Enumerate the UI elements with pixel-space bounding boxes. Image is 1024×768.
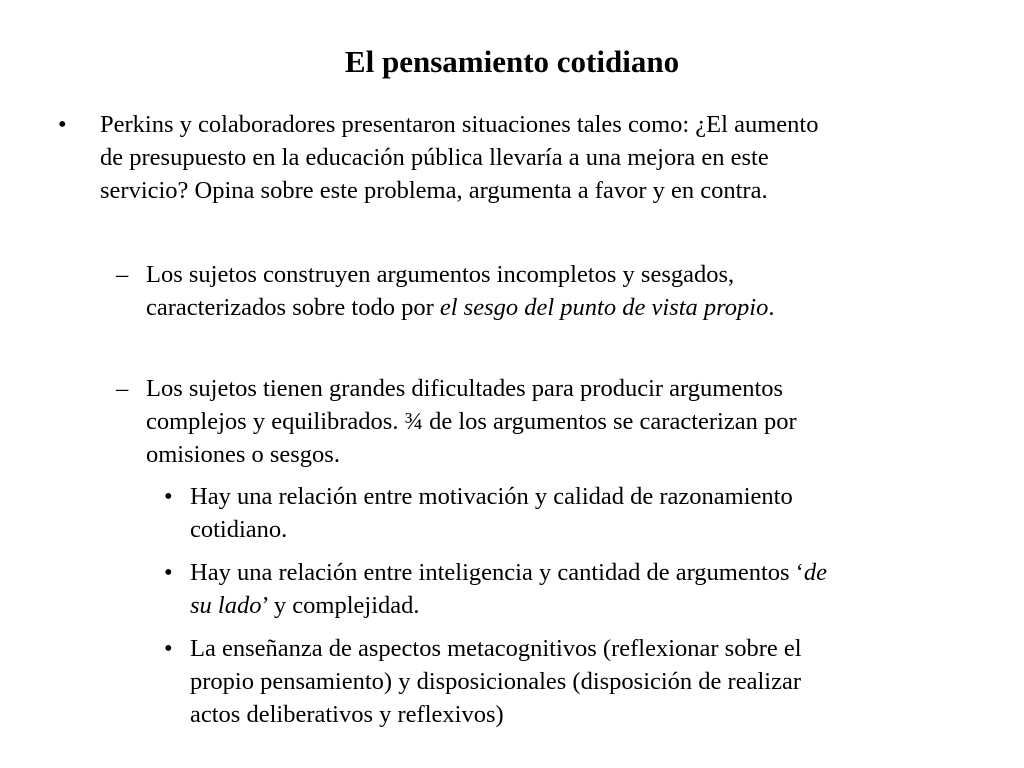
- bullet-marker: •: [58, 111, 67, 138]
- sub-point-2-line-1: Los sujetos tienen grandes dificultades para producir argumentos: [146, 375, 784, 402]
- slide-title: El pensamiento cotidiano: [344, 44, 680, 79]
- detail-3: [190, 632, 802, 731]
- detail-3-line-3: actos deliberativos y reflexivos): [190, 701, 504, 728]
- detail-3-line-1: La enseñanza de aspectos metacognitivos (reflexionar sobre el: [190, 635, 802, 662]
- detail-3-line-2: propio pensamiento) y disposicionales (disposición de realizar: [190, 668, 801, 695]
- detail-1-line-2: cotidiano.: [190, 516, 288, 543]
- sub-point-2: [146, 372, 797, 471]
- detail-2-text: Hay una relación entre inteligencia y cantidad de argumentos ‘: [190, 559, 804, 586]
- detail-1-line-1: Hay una relación entre motivación y calidad de razonamiento: [190, 483, 793, 510]
- sub-point-1-text: caracterizados sobre todo por: [146, 294, 440, 321]
- detail-2-line-2: [190, 589, 827, 622]
- detail-2-line-1: [190, 556, 827, 589]
- bullet-marker: •: [164, 483, 173, 510]
- sub-point-1-period: .: [768, 294, 775, 321]
- sub-point-1-line-2: [146, 291, 774, 324]
- main-point: [100, 108, 818, 207]
- sub-point-1-italic-phrase: el sesgo del punto de vista propio: [439, 294, 769, 321]
- detail-2-tail: ’ y complejidad.: [261, 592, 420, 619]
- bullet-marker: •: [164, 635, 173, 662]
- main-point-line-2: de presupuesto en la educación pública llevaría a una mejora en este: [100, 144, 769, 171]
- detail-1: [190, 480, 793, 546]
- dash-marker: –: [116, 261, 129, 288]
- detail-2-italic-start: de: [803, 559, 827, 586]
- detail-2-italic-end: su lado: [190, 592, 262, 619]
- main-point-line-3: servicio? Opina sobre este problema, argumenta a favor y en contra.: [100, 177, 768, 204]
- main-point-line-1: Perkins y colaboradores presentaron situaciones tales como: ¿El aumento: [100, 111, 819, 138]
- sub-point-2-line-3: omisiones o sesgos.: [146, 441, 340, 468]
- bullet-marker: •: [164, 559, 173, 586]
- sub-point-1: [146, 258, 774, 324]
- detail-2: [190, 556, 827, 622]
- sub-point-1-line-1: Los sujetos construyen argumentos incompletos y sesgados,: [146, 261, 735, 288]
- dash-marker: –: [116, 375, 129, 402]
- sub-point-2-line-2: complejos y equilibrados. ¾ de los argumentos se caracterizan por: [146, 408, 797, 435]
